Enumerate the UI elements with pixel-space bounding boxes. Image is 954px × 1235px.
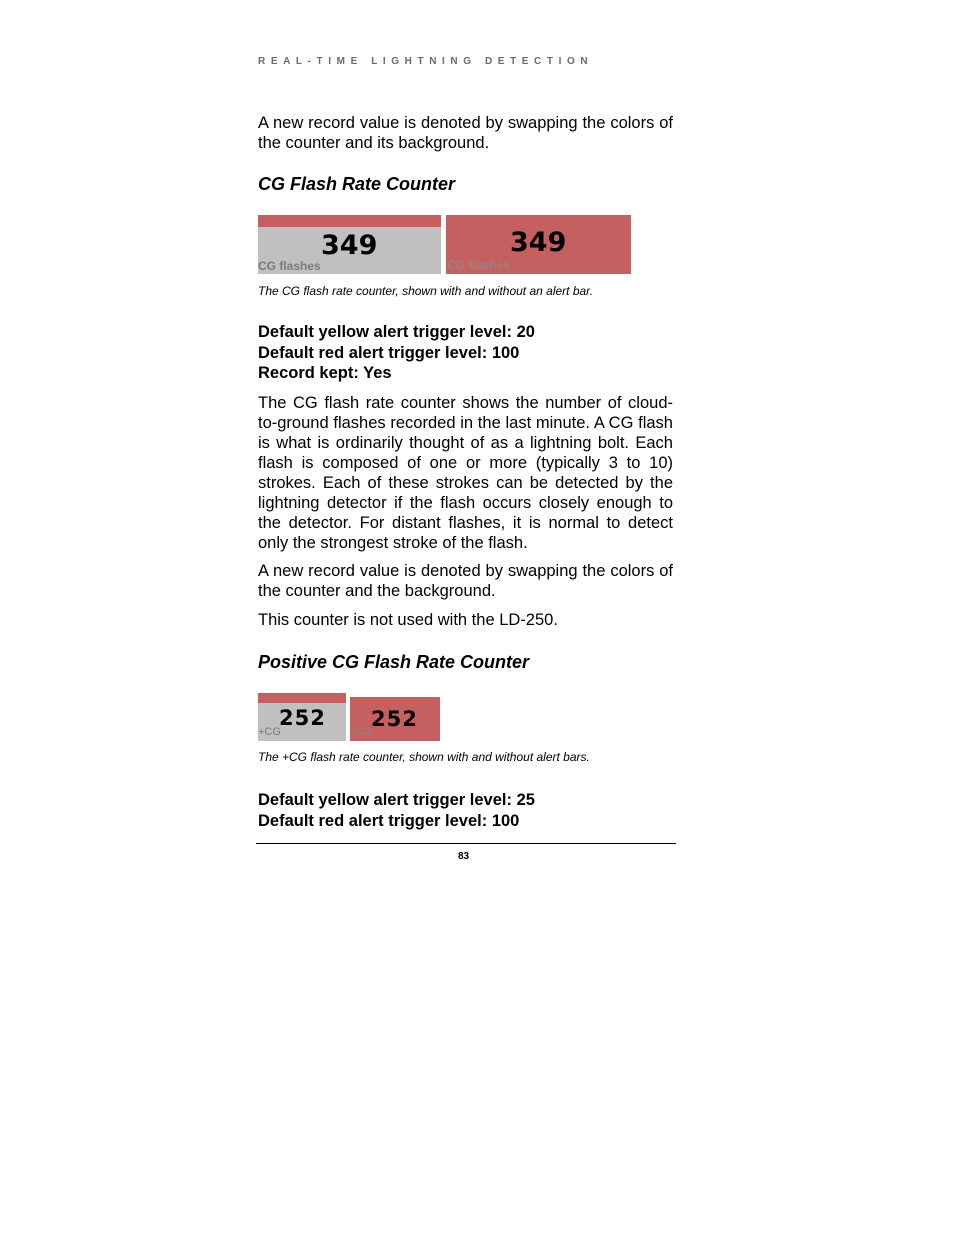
cg-counter-label: CG flashes — [258, 259, 321, 273]
intro-paragraph: A new record value is denoted by swapping the colors of the counter and its background. — [258, 114, 673, 152]
page-number: 83 — [458, 851, 470, 862]
pcg-counter-value: 252 — [279, 706, 326, 730]
cg-counter-record-value: 349 — [510, 227, 567, 258]
pcg-counter-label: +CG — [258, 726, 281, 738]
cg-body-paragraph-2: A new record value is denoted by swapping the colors of the counter and the background. — [258, 562, 673, 600]
pcg-spec-list — [258, 790, 535, 831]
cg-counter-record — [446, 215, 631, 274]
cg-spec-yellow: Default yellow alert trigger level: 20 — [258, 323, 535, 341]
cg-spec-list — [258, 322, 535, 384]
pcg-spec-yellow: Default yellow alert trigger level: 25 — [258, 791, 535, 809]
cg-spec-red: Default red alert trigger level: 100 — [258, 343, 520, 362]
cg-counter-value: 349 — [321, 230, 378, 261]
cg-section-heading: CG Flash Rate Counter — [258, 174, 456, 194]
pcg-spec-red: Default red alert trigger level: 100 — [258, 811, 520, 830]
cg-body-paragraph-3: This counter is not used with the LD-250. — [258, 611, 558, 629]
pcg-section-heading: Positive CG Flash Rate Counter — [258, 652, 530, 672]
cg-spec-record: Record kept: Yes — [258, 364, 392, 382]
alert-bar — [258, 693, 346, 703]
pcg-counter-record — [350, 697, 440, 741]
footer-rule — [256, 843, 676, 844]
running-header: REAL-TIME LIGHTNING DETECTION — [258, 56, 594, 67]
cg-counter-record-label: CG flashes — [447, 258, 510, 272]
pcg-figure-caption: The +CG flash rate counter, shown with and without alert bars. — [258, 750, 590, 764]
alert-bar — [258, 215, 441, 227]
cg-figure-caption: The CG flash rate counter, shown with and without an alert bar. — [258, 284, 594, 298]
pcg-counter-record-label: +CG — [350, 726, 373, 738]
pcg-counter-alert — [258, 693, 346, 741]
cg-body-paragraph-1: The CG flash rate counter shows the number of cloud-to-ground flashes recorded in the last minute. A CG flash is what is ordinarily thought of as a lightning bolt. Each flash is composed of one or more (typically 3 to 10) strokes. Each of these strokes can be detected by the lightning detector if the flash occurs closely enough to the detector. For distant flashes, it is normal to detect only the strongest stroke of the flash. — [258, 394, 673, 552]
pcg-counter-record-value: 252 — [371, 707, 418, 731]
cg-counter-alert — [258, 215, 441, 274]
